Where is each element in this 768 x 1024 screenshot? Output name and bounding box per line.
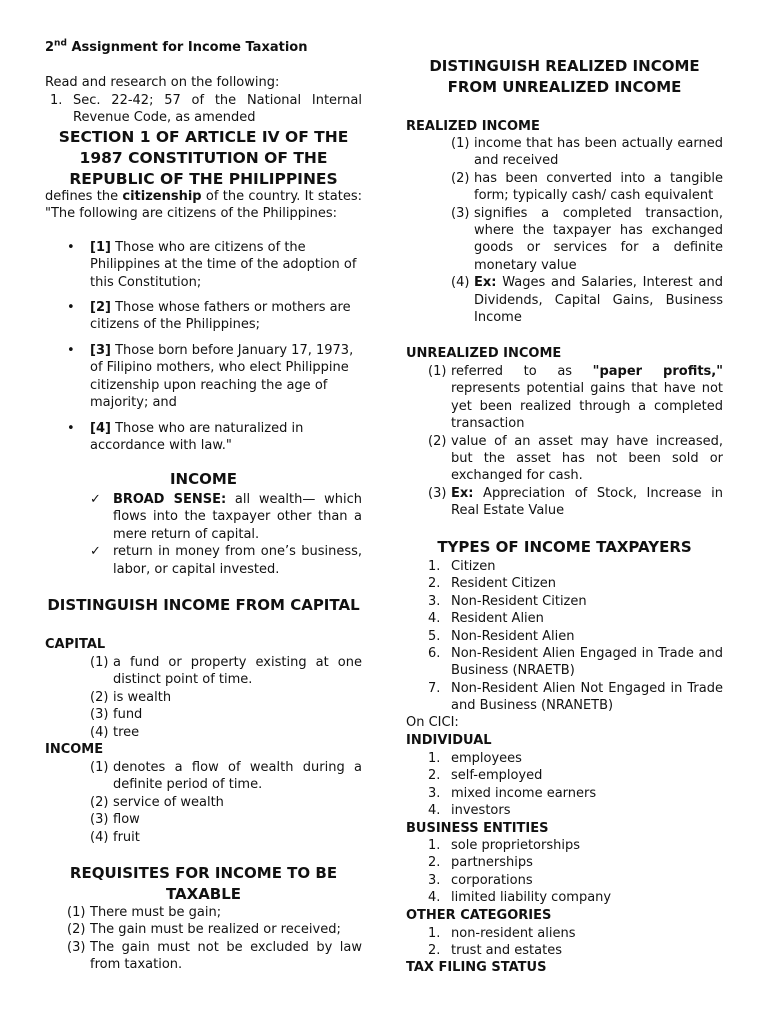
- list-item: (3) fund: [90, 707, 143, 723]
- list-item: • [4] Those who are naturalized in accordance with law.": [67, 421, 304, 454]
- list-item: 1. sole proprietorships: [428, 838, 580, 853]
- realized-list: [406, 135, 723, 326]
- list-item: (1) denotes a flow of wealth during a definite period of time.: [90, 760, 362, 793]
- other-list: [406, 925, 723, 960]
- list-item: 3. corporations: [428, 872, 533, 888]
- list-item: (1) income that has been actually earned and received: [451, 136, 723, 169]
- realized-label: REALIZED INCOME: [406, 119, 540, 134]
- realized-unrealized-heading: DISTINGUISH REALIZED INCOME FROM UNREALIZED INCOME: [429, 57, 700, 96]
- list-item: • [2] Those whose fathers or mothers are citizens of the Philippines;: [67, 300, 351, 333]
- left-column: [45, 0, 362, 973]
- income-checklist: [45, 491, 362, 578]
- list-item: 3. Non-Resident Citizen: [428, 593, 587, 609]
- capital-list: [45, 654, 362, 741]
- list-item: • [3] Those born before January 17, 1973, of Filipino mothers, who elect Philippine citizenship upon reaching the age of majority; and: [67, 343, 354, 411]
- assignment-title: 2nd Assignment for Income Taxation: [45, 38, 308, 55]
- list-item: 3. mixed income earners: [428, 785, 597, 801]
- business-list: [406, 837, 723, 907]
- list-item: 4. investors: [428, 803, 511, 819]
- list-item: (1) There must be gain;: [67, 905, 222, 920]
- list-item: (2) value of an asset may have increased, but the asset has not been sold or exchanged for cash.: [428, 433, 723, 484]
- unrealized-label: UNREALIZED INCOME: [406, 346, 562, 361]
- on-cici-text: On CICI:: [406, 715, 459, 730]
- citizens-list: [45, 239, 362, 455]
- distinguish-heading: DISTINGUISH INCOME FROM CAPITAL: [47, 596, 360, 614]
- list-item: (2) The gain must be realized or received;: [67, 922, 341, 938]
- checkmark-icon: ✓: [90, 544, 101, 560]
- list-item: 1. employees: [428, 751, 522, 766]
- unrealized-list: [406, 363, 723, 520]
- income-label: INCOME: [45, 742, 104, 757]
- tax-filing-status-label: TAX FILING STATUS: [406, 960, 547, 975]
- list-item: 1. non-resident aliens: [428, 926, 576, 941]
- list-item: (3) The gain must not be excluded by law from taxation.: [67, 939, 362, 973]
- list-item: 6. Non-Resident Alien Engaged in Trade and Business (NRAETB): [428, 646, 723, 679]
- list-item: 1. Citizen: [428, 559, 496, 574]
- types-list: [406, 558, 723, 715]
- list-item: 4. Resident Alien: [428, 611, 544, 627]
- list-item: 1. Sec. 22-42; 57 of the National Internal Revenue Code, as amended: [50, 93, 362, 126]
- list-item: (3) flow: [90, 812, 140, 828]
- requisites-list: [45, 904, 362, 974]
- individual-list: [406, 750, 723, 820]
- other-categories-label: OTHER CATEGORIES: [406, 908, 552, 923]
- list-item: 2. Resident Citizen: [428, 576, 557, 592]
- list-item: (4) fruit: [90, 829, 140, 845]
- list-item: (4) Ex: Wages and Salaries, Interest and Dividends, Capital Gains, Business Income: [451, 275, 723, 326]
- defines-paragraph: defines the citizenship of the country. It states: "The following are citizens of the Philippines:: [45, 189, 362, 222]
- list-item: 2. self-employed: [428, 768, 543, 784]
- list-item: 4. limited liability company: [428, 890, 612, 906]
- list-item: (2) is wealth: [90, 689, 172, 705]
- list-item: 2. trust and estates: [428, 943, 562, 959]
- list-item: (4) tree: [90, 724, 140, 740]
- types-heading: TYPES OF INCOME TAXPAYERS: [437, 538, 692, 556]
- list-item: (1) a fund or property existing at one distinct point of time.: [90, 655, 362, 688]
- list-item: (2) service of wealth: [90, 794, 224, 810]
- list-item: 7. Non-Resident Alien Not Engaged in Trade and Business (NRANETB): [428, 680, 723, 714]
- intro-text: Read and research on the following:: [45, 75, 280, 90]
- list-item: ✓ return in money from one’s business, labor, or capital invested.: [90, 544, 362, 577]
- list-item: 5. Non-Resident Alien: [428, 628, 575, 644]
- business-entities-label: BUSINESS ENTITIES: [406, 821, 549, 836]
- list-item: ✓ BROAD SENSE: all wealth— which flows into the taxpayer other than a mere return of capital.: [90, 492, 362, 542]
- requisites-heading: REQUISITES FOR INCOME TO BE TAXABLE: [69, 864, 338, 903]
- list-item: • [1] Those who are citizens of the Philippines at the time of the adoption of this Constitution;: [67, 240, 357, 290]
- individual-label: INDIVIDUAL: [406, 733, 492, 748]
- capital-label: CAPITAL: [45, 637, 106, 652]
- list-item: (3) Ex: Appreciation of Stock, Increase in Real Estate Value: [428, 485, 723, 519]
- section-title: SECTION 1 OF ARTICLE IV OF THE 1987 CONSTITUTION OF THE REPUBLIC OF THE PHILIPPINES: [58, 128, 349, 188]
- income-list: [45, 759, 362, 846]
- list-item: (1) referred to as "paper profits," represents potential gains that have not yet been realized through a completed transaction: [428, 364, 724, 432]
- checkmark-icon: ✓: [90, 492, 101, 507]
- list-item: (2) has been converted into a tangible form; typically cash/ cash equivalent: [451, 170, 723, 204]
- list-item: 2. partnerships: [428, 855, 533, 871]
- list-item: (3) signifies a completed transaction, where the taxpayer has exchanged goods or services for a definite monetary value: [451, 205, 723, 273]
- income-heading: INCOME: [169, 470, 238, 488]
